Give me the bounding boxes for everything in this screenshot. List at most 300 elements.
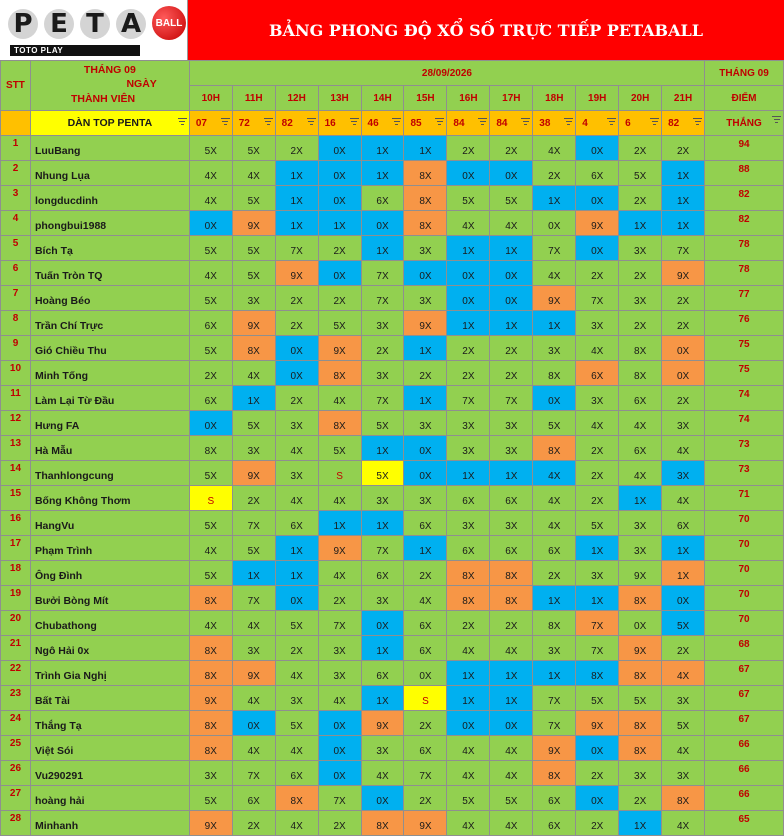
result-cell: 4X [318, 386, 361, 411]
points-cell: 76 [705, 311, 784, 336]
result-cell: 3X [232, 636, 275, 661]
points-cell: 78 [705, 236, 784, 261]
result-cell: 0X [533, 211, 576, 236]
result-cell: 6X [361, 661, 404, 686]
result-cell: 2X [447, 336, 490, 361]
result-cell: 1X [232, 386, 275, 411]
member-name: Trình Gia Nghị [30, 661, 189, 686]
result-cell: 1X [275, 161, 318, 186]
result-cell: 9X [189, 686, 232, 711]
member-name: Việt Sói [30, 736, 189, 761]
filter-icon[interactable] [693, 118, 702, 126]
result-cell: 8X [318, 411, 361, 436]
result-cell: 0X [318, 261, 361, 286]
member-name: Thắng Tạ [30, 711, 189, 736]
member-name: Minhanh [30, 811, 189, 836]
member-name: Thanhlongcung [30, 461, 189, 486]
filter-icon[interactable] [350, 118, 359, 126]
result-cell: 1X [275, 211, 318, 236]
result-cell: 2X [318, 286, 361, 311]
result-cell: 0X [447, 286, 490, 311]
result-cell: 3X [361, 486, 404, 511]
result-cell: 7X [533, 711, 576, 736]
result-cell: 4X [490, 761, 533, 786]
result-cell: 7X [662, 236, 705, 261]
filter-icon[interactable] [221, 118, 230, 126]
result-cell: 2X [619, 311, 662, 336]
pick-cell[interactable] [576, 111, 619, 136]
result-cell: 2X [533, 561, 576, 586]
member-name: Nhung Lụa [30, 161, 189, 186]
pick-cell[interactable] [447, 111, 490, 136]
table-row [1, 411, 784, 436]
result-cell: 3X [447, 436, 490, 461]
result-cell: 2X [662, 386, 705, 411]
results-table [0, 60, 784, 836]
points-cell: 71 [705, 486, 784, 511]
result-cell: 0X [361, 611, 404, 636]
row-stt: 14 [1, 461, 31, 486]
result-cell: 4X [318, 486, 361, 511]
result-cell: 2X [490, 361, 533, 386]
result-cell: 5X [662, 611, 705, 636]
row-stt: 1 [1, 136, 31, 161]
result-cell: 0X [404, 261, 447, 286]
result-cell: 8X [533, 436, 576, 461]
points-cell: 78 [705, 261, 784, 286]
result-cell: 3X [490, 411, 533, 436]
result-cell: 6X [189, 311, 232, 336]
hour-header: 21H [662, 86, 705, 111]
result-cell: 5X [490, 186, 533, 211]
result-cell: 5X [318, 436, 361, 461]
result-cell: 1X [275, 561, 318, 586]
result-cell: 5X [361, 461, 404, 486]
result-cell: 2X [576, 436, 619, 461]
result-cell: 2X [662, 636, 705, 661]
result-cell: 5X [576, 511, 619, 536]
result-cell: 5X [232, 236, 275, 261]
result-cell: 0X [576, 786, 619, 811]
member-name: Chubathong [30, 611, 189, 636]
table-row [1, 161, 784, 186]
result-cell: 4X [447, 211, 490, 236]
result-cell: 2X [189, 361, 232, 386]
result-cell: 2X [619, 786, 662, 811]
result-cell: 5X [232, 411, 275, 436]
member-name: Ngô Hải 0x [30, 636, 189, 661]
points-cell: 70 [705, 561, 784, 586]
result-cell: 4X [275, 661, 318, 686]
member-name: Ông Đình [30, 561, 189, 586]
result-cell: 1X [619, 811, 662, 836]
result-cell: 7X [447, 386, 490, 411]
pick-cell[interactable] [232, 111, 275, 136]
result-cell: 4X [533, 461, 576, 486]
result-cell: 2X [533, 161, 576, 186]
pick-cell[interactable] [318, 111, 361, 136]
result-cell: 5X [447, 186, 490, 211]
result-cell: 4X [619, 461, 662, 486]
points-cell: 77 [705, 286, 784, 311]
points-cell: 75 [705, 336, 784, 361]
date-header: 28/09/2026 [189, 61, 704, 86]
result-cell: 6X [447, 486, 490, 511]
result-cell: 1X [576, 536, 619, 561]
member-name: Phạm Trình [30, 536, 189, 561]
result-cell: 0X [361, 786, 404, 811]
result-cell: 8X [189, 736, 232, 761]
member-name: Làm Lại Từ Đầu [30, 386, 189, 411]
member-name: Hà Mẫu [30, 436, 189, 461]
hour-header: 18H [533, 86, 576, 111]
result-cell: 9X [533, 736, 576, 761]
pick-number: 84 [453, 117, 465, 129]
table-row [1, 661, 784, 686]
result-cell: 4X [404, 586, 447, 611]
result-cell: 4X [662, 811, 705, 836]
row-stt: 22 [1, 661, 31, 686]
row-stt: 7 [1, 286, 31, 311]
result-cell: 5X [619, 686, 662, 711]
points-cell: 94 [705, 136, 784, 161]
result-cell: 2X [404, 561, 447, 586]
result-cell: 3X [275, 686, 318, 711]
result-cell: 0X [318, 711, 361, 736]
result-cell: 1X [490, 686, 533, 711]
row-stt: 19 [1, 586, 31, 611]
result-cell: 6X [361, 186, 404, 211]
result-cell: 1X [447, 661, 490, 686]
wins-header[interactable] [705, 111, 784, 136]
result-cell: 1X [533, 186, 576, 211]
result-cell: 1X [619, 211, 662, 236]
logo-letter: A [116, 9, 146, 39]
result-cell: 5X [232, 186, 275, 211]
member-name: phongbui1988 [30, 211, 189, 236]
result-cell: 5X [189, 236, 232, 261]
row-stt: 3 [1, 186, 31, 211]
result-cell: 3X [404, 411, 447, 436]
result-cell: 4X [232, 736, 275, 761]
result-cell: 3X [662, 761, 705, 786]
result-cell: 2X [232, 486, 275, 511]
result-cell: 7X [232, 761, 275, 786]
result-cell: 0X [490, 161, 533, 186]
result-cell: 1X [361, 236, 404, 261]
result-cell: 9X [576, 211, 619, 236]
result-cell: 6X [576, 361, 619, 386]
row-stt: 13 [1, 436, 31, 461]
result-cell: 6X [490, 536, 533, 561]
result-cell: 1X [318, 211, 361, 236]
result-cell: 0X [490, 711, 533, 736]
result-cell: 2X [404, 711, 447, 736]
day-label: NGÀY [126, 78, 157, 90]
result-cell: 0X [533, 386, 576, 411]
result-cell: 0X [318, 736, 361, 761]
result-cell: 6X [361, 561, 404, 586]
table-row [1, 711, 784, 736]
member-name: Tuấn Tròn TQ [30, 261, 189, 286]
result-cell: 5X [189, 136, 232, 161]
result-cell: 2X [576, 486, 619, 511]
member-name: Trần Chí Trực [30, 311, 189, 336]
result-cell: 2X [619, 261, 662, 286]
member-name: LuuBang [30, 136, 189, 161]
member-name: Bống Không Thơm [30, 486, 189, 511]
result-cell: 0X [490, 286, 533, 311]
result-cell: 9X [361, 711, 404, 736]
stt-header: STT [1, 61, 31, 111]
table-row [1, 636, 784, 661]
filter-icon[interactable] [435, 118, 444, 126]
petaball-logo [0, 0, 188, 60]
table-row [1, 261, 784, 286]
points-cell: 70 [705, 586, 784, 611]
result-cell: 7X [361, 261, 404, 286]
result-cell: 6X [576, 161, 619, 186]
result-cell: 8X [533, 761, 576, 786]
result-cell: 1X [361, 436, 404, 461]
member-name: Bích Tạ [30, 236, 189, 261]
pick-cell[interactable] [275, 111, 318, 136]
result-cell: 3X [361, 586, 404, 611]
result-cell: 0X [318, 186, 361, 211]
result-cell: 2X [318, 586, 361, 611]
result-cell: 2X [275, 286, 318, 311]
result-cell: 5X [232, 136, 275, 161]
result-cell: 7X [576, 611, 619, 636]
result-cell: 0X [318, 761, 361, 786]
result-cell: 4X [318, 686, 361, 711]
result-cell: 5X [318, 311, 361, 336]
result-cell: 8X [619, 586, 662, 611]
member-name: Bất Tài [30, 686, 189, 711]
result-cell: 4X [533, 261, 576, 286]
result-cell: 1X [361, 686, 404, 711]
filter-icon[interactable] [650, 118, 659, 126]
result-cell: 4X [189, 161, 232, 186]
filter-icon[interactable] [521, 118, 530, 126]
hour-header: 13H [318, 86, 361, 111]
hour-header: 17H [490, 86, 533, 111]
filter-icon[interactable] [264, 118, 273, 126]
pick-cell[interactable] [533, 111, 576, 136]
pick-cell[interactable] [404, 111, 447, 136]
result-cell: 8X [619, 361, 662, 386]
result-cell: 3X [619, 511, 662, 536]
result-cell: 9X [619, 636, 662, 661]
result-cell: 5X [189, 561, 232, 586]
result-cell: 4X [490, 636, 533, 661]
result-cell: 0X [318, 161, 361, 186]
result-cell: 6X [275, 511, 318, 536]
pick-number: 46 [367, 117, 379, 129]
result-cell: 9X [232, 211, 275, 236]
result-cell: 3X [275, 461, 318, 486]
result-cell: 3X [447, 511, 490, 536]
points-cell: 73 [705, 436, 784, 461]
result-cell: 5X [361, 411, 404, 436]
result-cell: 9X [662, 261, 705, 286]
result-cell: 1X [619, 486, 662, 511]
result-cell: 0X [275, 586, 318, 611]
result-cell: 6X [490, 486, 533, 511]
result-cell: 0X [232, 711, 275, 736]
result-cell: 4X [533, 511, 576, 536]
points-cell: 75 [705, 361, 784, 386]
result-cell: 3X [576, 561, 619, 586]
result-cell: 2X [318, 811, 361, 836]
result-cell: 3X [619, 236, 662, 261]
result-cell: 5X [189, 336, 232, 361]
result-cell: 7X [232, 511, 275, 536]
result-cell: 4X [490, 736, 533, 761]
result-cell: 4X [275, 436, 318, 461]
table-row [1, 386, 784, 411]
pick-cell[interactable] [361, 111, 404, 136]
points-cell: 70 [705, 511, 784, 536]
result-cell: 6X [189, 386, 232, 411]
row-stt: 25 [1, 736, 31, 761]
result-cell: 0X [275, 336, 318, 361]
result-cell: 9X [232, 661, 275, 686]
points-cell: 67 [705, 686, 784, 711]
result-cell: 4X [576, 411, 619, 436]
result-cell: 0X [404, 436, 447, 461]
result-cell: 5X [619, 161, 662, 186]
result-cell: 9X [576, 711, 619, 736]
result-cell: 1X [404, 386, 447, 411]
result-cell: 1X [447, 461, 490, 486]
result-cell: 0X [361, 211, 404, 236]
filter-icon[interactable] [607, 118, 616, 126]
result-cell: 3X [533, 636, 576, 661]
result-cell: 0X [189, 411, 232, 436]
result-cell: 8X [619, 336, 662, 361]
result-cell: 4X [662, 486, 705, 511]
result-cell: 6X [662, 511, 705, 536]
result-cell: 8X [189, 436, 232, 461]
result-cell: 1X [447, 236, 490, 261]
points-cell: 66 [705, 736, 784, 761]
result-cell: 4X [275, 811, 318, 836]
result-cell: 8X [404, 211, 447, 236]
result-cell: 5X [490, 786, 533, 811]
member-header [30, 61, 189, 111]
member-name: Hưng FA [30, 411, 189, 436]
ball-icon: BALL [152, 6, 186, 40]
result-cell: 1X [404, 336, 447, 361]
points-cell: 68 [705, 636, 784, 661]
pick-number: 84 [496, 117, 508, 129]
result-cell: 8X [662, 786, 705, 811]
result-cell: 3X [361, 361, 404, 386]
hour-header: 15H [404, 86, 447, 111]
filter-icon[interactable] [178, 118, 187, 126]
result-cell: 8X [189, 636, 232, 661]
member-name: hoàng hải [30, 786, 189, 811]
top-penta-header[interactable] [30, 111, 189, 136]
result-cell: 3X [576, 311, 619, 336]
result-cell: 0X [404, 661, 447, 686]
filter-icon[interactable] [772, 116, 781, 124]
result-cell: 1X [232, 561, 275, 586]
pick-cell[interactable] [189, 111, 232, 136]
filter-icon[interactable] [564, 118, 573, 126]
row-stt: 27 [1, 786, 31, 811]
result-cell: 7X [275, 236, 318, 261]
result-cell: 2X [232, 811, 275, 836]
row-stt: 5 [1, 236, 31, 261]
result-cell: S [189, 486, 232, 511]
pick-cell[interactable] [662, 111, 705, 136]
result-cell: 9X [404, 811, 447, 836]
result-cell: 9X [619, 561, 662, 586]
result-cell: 5X [189, 786, 232, 811]
result-cell: S [318, 461, 361, 486]
member-label: THÀNH VIÊN [70, 93, 136, 105]
pick-number: 38 [539, 117, 551, 129]
result-cell: 3X [318, 661, 361, 686]
points-cell: 73 [705, 461, 784, 486]
points-cell: 74 [705, 386, 784, 411]
result-cell: 1X [447, 686, 490, 711]
result-cell: 6X [404, 611, 447, 636]
row-stt: 8 [1, 311, 31, 336]
result-cell: 2X [662, 286, 705, 311]
filter-icon[interactable] [392, 118, 401, 126]
points-cell: 70 [705, 536, 784, 561]
result-cell: 2X [490, 136, 533, 161]
result-cell: 4X [232, 611, 275, 636]
table-row [1, 786, 784, 811]
pick-cell[interactable] [490, 111, 533, 136]
result-cell: 3X [361, 311, 404, 336]
result-cell: 5X [662, 711, 705, 736]
result-cell: 6X [447, 536, 490, 561]
result-cell: 8X [447, 586, 490, 611]
month-label: THÁNG 09 [83, 64, 136, 76]
result-cell: 4X [533, 486, 576, 511]
row-stt: 10 [1, 361, 31, 386]
member-name: Minh Tống [30, 361, 189, 386]
points-cell: 66 [705, 761, 784, 786]
result-cell: 4X [232, 686, 275, 711]
pick-number: 4 [582, 117, 588, 129]
result-cell: 2X [404, 786, 447, 811]
result-cell: 2X [619, 136, 662, 161]
points-cell: 74 [705, 411, 784, 436]
result-cell: 1X [662, 211, 705, 236]
logo-subtitle: TOTO PLAY [10, 45, 140, 56]
hour-header: 20H [619, 86, 662, 111]
member-name: HangVu [30, 511, 189, 536]
result-cell: 2X [275, 636, 318, 661]
result-cell: 2X [576, 461, 619, 486]
result-cell: 7X [232, 586, 275, 611]
result-cell: 4X [447, 636, 490, 661]
pick-cell[interactable] [619, 111, 662, 136]
result-cell: 3X [232, 286, 275, 311]
filter-icon[interactable] [307, 118, 316, 126]
member-name: Gió Chiều Thu [30, 336, 189, 361]
result-cell: 0X [576, 186, 619, 211]
table-row [1, 211, 784, 236]
filter-icon[interactable] [478, 118, 487, 126]
result-cell: 2X [490, 336, 533, 361]
